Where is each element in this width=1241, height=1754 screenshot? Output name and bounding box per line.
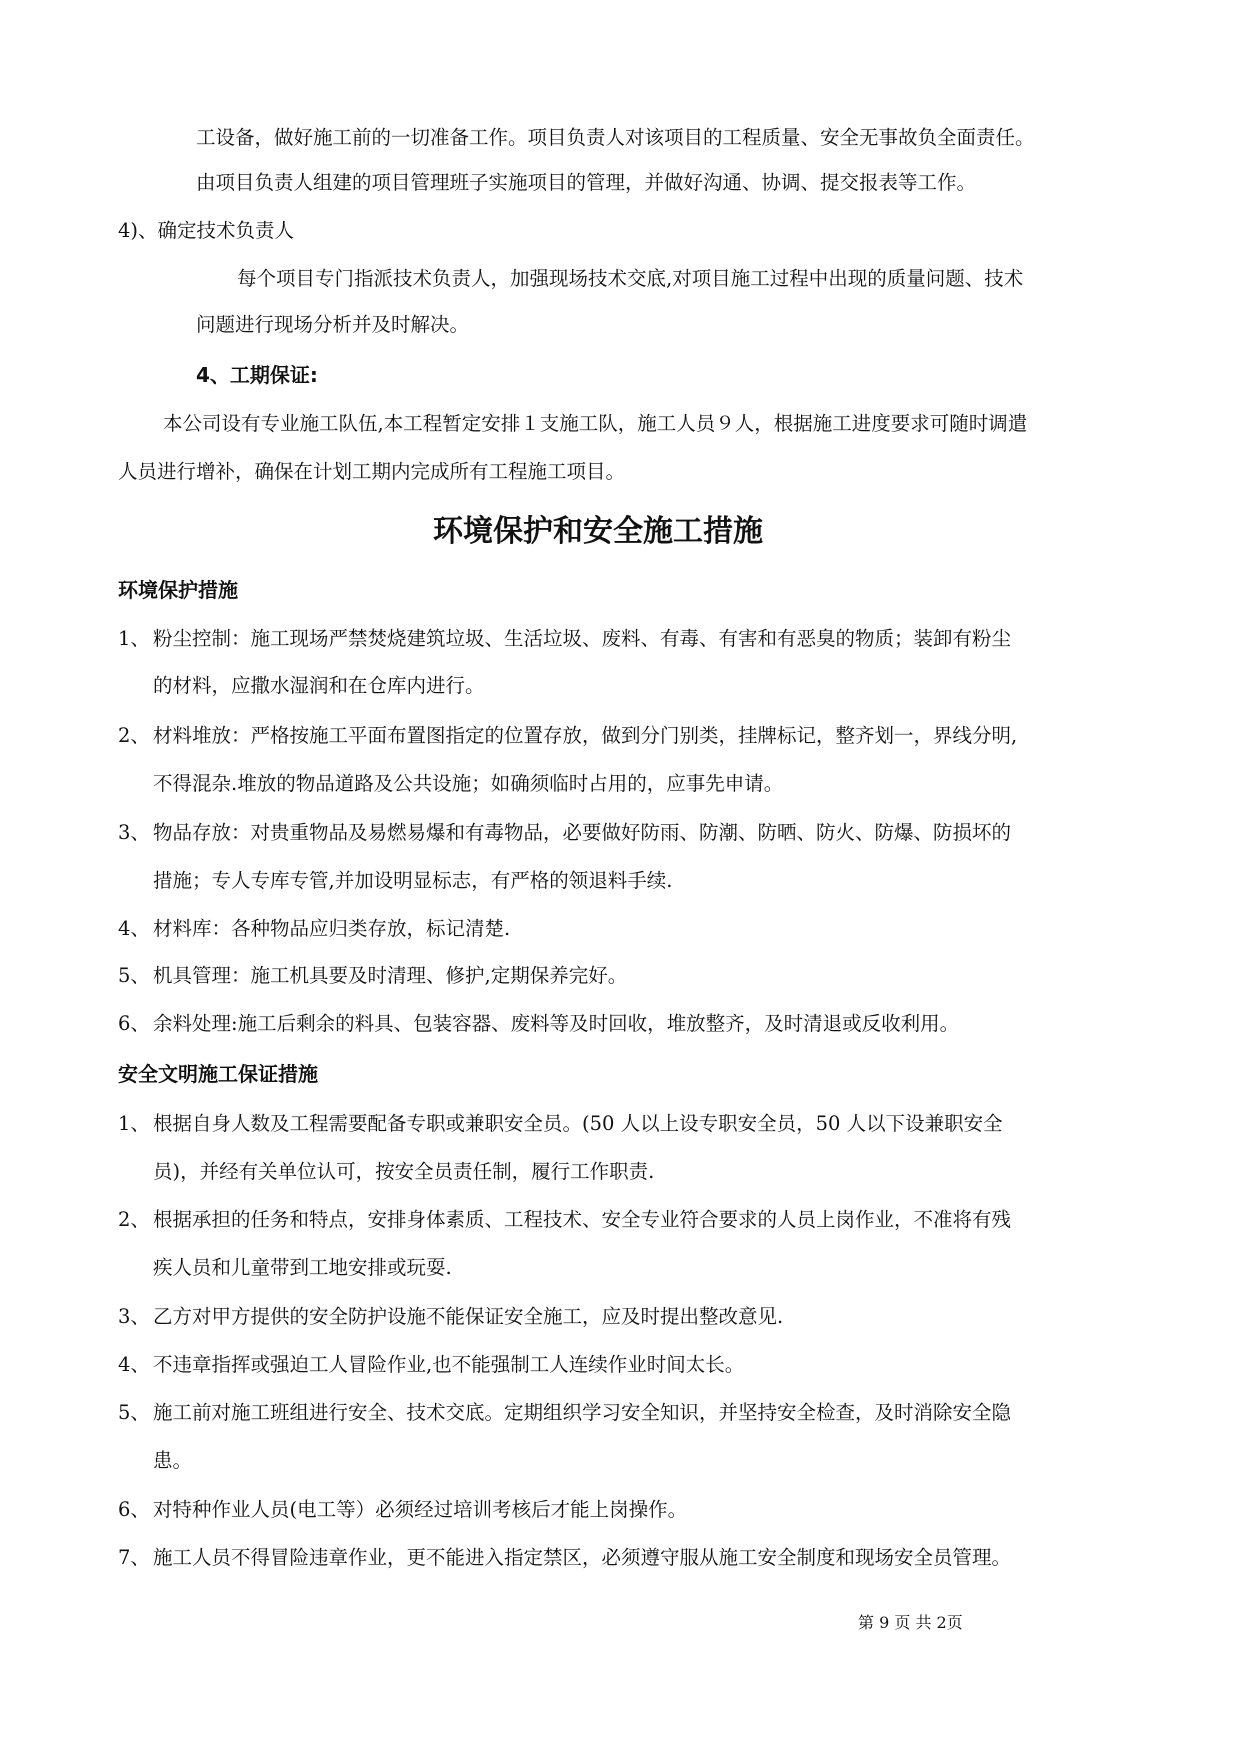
list-item-number: 5、 bbox=[118, 964, 150, 987]
list-item: 机具管理：施工机具要及时清理、修护,定期保养完好。 bbox=[153, 964, 628, 987]
paragraph-line: 工设备，做好施工前的一切准备工作。项目负责人对该项目的工程质量、安全无事故负全面责任。 bbox=[196, 126, 1035, 149]
list-item-continuation: 的材料，应撒水湿润和在仓库内进行。 bbox=[153, 674, 485, 697]
section-heading: 安全文明施工保证措施 bbox=[118, 1062, 318, 1086]
list-item-continuation: 员)，并经有关单位认可，按安全员责任制，履行工作职责. bbox=[153, 1160, 655, 1183]
list-item: 粉尘控制：施工现场严禁焚烧建筑垃圾、生活垃圾、废料、有毒、有害和有恶臭的物质；装卸有粉尘 bbox=[153, 627, 1012, 650]
list-item: 根据自身人数及工程需要配备专职或兼职安全员。(50 人以上设专职安全员，50 人以下设兼职安全 bbox=[153, 1112, 1003, 1135]
page-title: 环境保护和安全施工措施 bbox=[433, 514, 763, 549]
list-item-number: 5、 bbox=[118, 1401, 150, 1424]
list-item: 材料堆放：严格按施工平面布置图指定的位置存放，做到分门别类，挂牌标记，整齐划一，界线分明, bbox=[153, 724, 1018, 747]
paragraph-line: 由项目负责人组建的项目管理班子实施项目的管理，并做好沟通、协调、提交报表等工作。 bbox=[196, 171, 977, 194]
list-item: 乙方对甲方提供的安全防护设施不能保证安全施工，应及时提出整改意见. bbox=[153, 1305, 784, 1328]
list-item-continuation: 患。 bbox=[153, 1449, 193, 1472]
list-item-continuation: 不得混杂.堆放的物品道路及公共设施；如确须临时占用的，应事先申请。 bbox=[153, 772, 784, 795]
list-item-number: 3、 bbox=[118, 821, 150, 844]
paragraph-line: 问题进行现场分析并及时解决。 bbox=[196, 313, 470, 336]
list-item-number: 1、 bbox=[118, 627, 150, 650]
list-item: 根据承担的任务和特点，安排身体素质、工程技术、安全专业符合要求的人员上岗作业，不准将有残 bbox=[153, 1208, 1012, 1231]
list-item: 施工人员不得冒险违章作业，更不能进入指定禁区，必须遵守服从施工安全制度和现场安全员管理。 bbox=[153, 1546, 1012, 1569]
list-item-number: 1、 bbox=[118, 1112, 150, 1135]
list-item-number: 3、 bbox=[118, 1305, 150, 1328]
paragraph-line: 本公司设有专业施工队伍,本工程暂定安排１支施工队，施工人员９人，根据施工进度要求可随时调遣 bbox=[163, 412, 1028, 435]
list-item-number: 4、 bbox=[118, 917, 150, 940]
list-item-number: 2、 bbox=[118, 724, 150, 747]
list-item-number: 2、 bbox=[118, 1208, 150, 1231]
paragraph-line: 人员进行增补，确保在计划工期内完成所有工程施工项目。 bbox=[118, 460, 626, 483]
page-number: 第 9 页 共 2页 bbox=[858, 1613, 963, 1632]
list-item: 施工前对施工班组进行安全、技术交底。定期组织学习安全知识，并坚持安全检查，及时消除安全隐 bbox=[153, 1401, 1012, 1424]
list-item-title: 4)、确定技术负责人 bbox=[118, 219, 295, 242]
list-item: 物品存放：对贵重物品及易燃易爆和有毒物品，必要做好防雨、防潮、防晒、防火、防爆、防损坏的 bbox=[153, 821, 1012, 844]
list-item: 不违章指挥或强迫工人冒险作业,也不能强制工人连续作业时间太长。 bbox=[153, 1353, 745, 1376]
list-item: 对特种作业人员(电工等）必须经过培训考核后才能上岗操作。 bbox=[153, 1498, 688, 1521]
list-item-continuation: 疾人员和儿童带到工地安排或玩耍. bbox=[153, 1256, 452, 1279]
list-item-continuation: 措施；专人专库专管,并加设明显标志，有严格的领退料手续. bbox=[153, 869, 673, 892]
section-heading: 环境保护措施 bbox=[118, 578, 238, 602]
section-heading: 4、工期保证: bbox=[196, 363, 318, 387]
list-item-number: 6、 bbox=[118, 1498, 150, 1521]
list-item: 余料处理:施工后剩余的料具、包装容器、废料等及时回收，堆放整齐，及时清退或反收利用。 bbox=[153, 1012, 960, 1035]
list-item-number: 6、 bbox=[118, 1012, 150, 1035]
list-item-number: 4、 bbox=[118, 1353, 150, 1376]
list-item-number: 7、 bbox=[118, 1546, 150, 1569]
paragraph-line: 每个项目专门指派技术负责人，加强现场技术交底,对项目施工过程中出现的质量问题、技术 bbox=[237, 267, 1024, 290]
list-item: 材料库：各种物品应归类存放，标记清楚. bbox=[153, 917, 511, 940]
